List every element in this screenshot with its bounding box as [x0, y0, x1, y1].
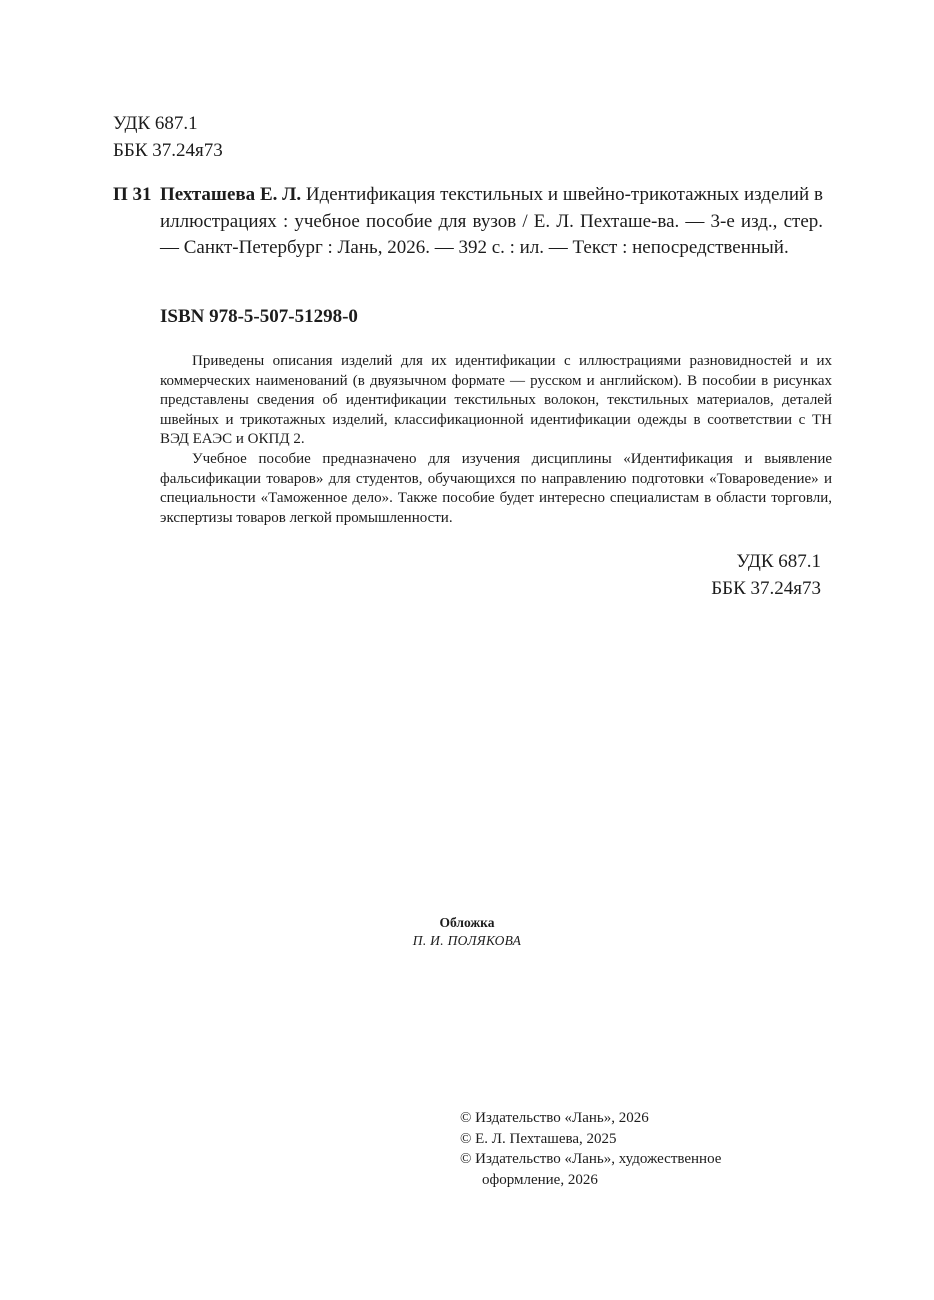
cover-label: Обложка [439, 915, 495, 930]
copyright-line-3-cont: оформление, 2026 [482, 1171, 598, 1188]
description-text-1: Идентификация текстильных и швейно-трикотажных изделий в иллюстрациях : учебное пособие для вузов / Е. Л. Пехташе- [160, 184, 823, 232]
author-mark: П 31 [113, 184, 152, 205]
bbk-code: ББК 37.24я73 [113, 140, 223, 161]
bibliographic-description [160, 182, 823, 262]
copyright-line-2: © Е. Л. Пехташева, 2025 [460, 1130, 617, 1147]
top-classification-codes [113, 110, 223, 164]
description-text-2: ва. — 3-е изд., стер. — Санкт-Петербург : Лань, 2026. — 392 с. : ил. — Текст : непосредственный. [160, 210, 823, 258]
copyright-line-1: © Издательство «Лань», 2026 [460, 1110, 649, 1126]
bbk-code-bottom: ББК 37.24я73 [711, 578, 821, 599]
cover-credit [0, 914, 934, 950]
cover-designer: П. И. ПОЛЯКОВА [412, 933, 522, 948]
isbn: ISBN 978-5-507-51298-0 [160, 306, 358, 327]
udk-code: УДК 687.1 [113, 113, 198, 134]
bibliographic-entry [113, 182, 823, 262]
copyright-block [460, 1108, 721, 1190]
annotation-paragraph-2: Учебное пособие предназначено для изучения дисциплины «Идентификация и выявление фальсификации товаров» для студентов, обучающихся по направлению подготовки «Товароведение» и специальности «Таможенное дело». Также пособие будет интересно специалистам в области торговли, экспертизы товаров легкой промышленности. [160, 450, 832, 526]
annotation-paragraph-1: Приведены описания изделий для их идентификации с иллюстрациями разновидностей и их коммерческих наименований (в двуязычном формате — русском и английском). В пособии в рисунках представлены сведения об идентификации текстильных волокон, текстильных материалов, деталей швейных и трикотажных изделий, классификационной идентификации одежды в соответствии с ТН ВЭД ЕАЭС и ОКПД 2. [160, 353, 832, 448]
copyright-line-3: © Издательство «Лань», художественное [460, 1151, 722, 1167]
bottom-classification-codes [711, 548, 821, 602]
annotation [160, 352, 832, 528]
author-name: Пехташева Е. Л. [160, 184, 302, 205]
udk-code-bottom: УДК 687.1 [736, 551, 821, 572]
